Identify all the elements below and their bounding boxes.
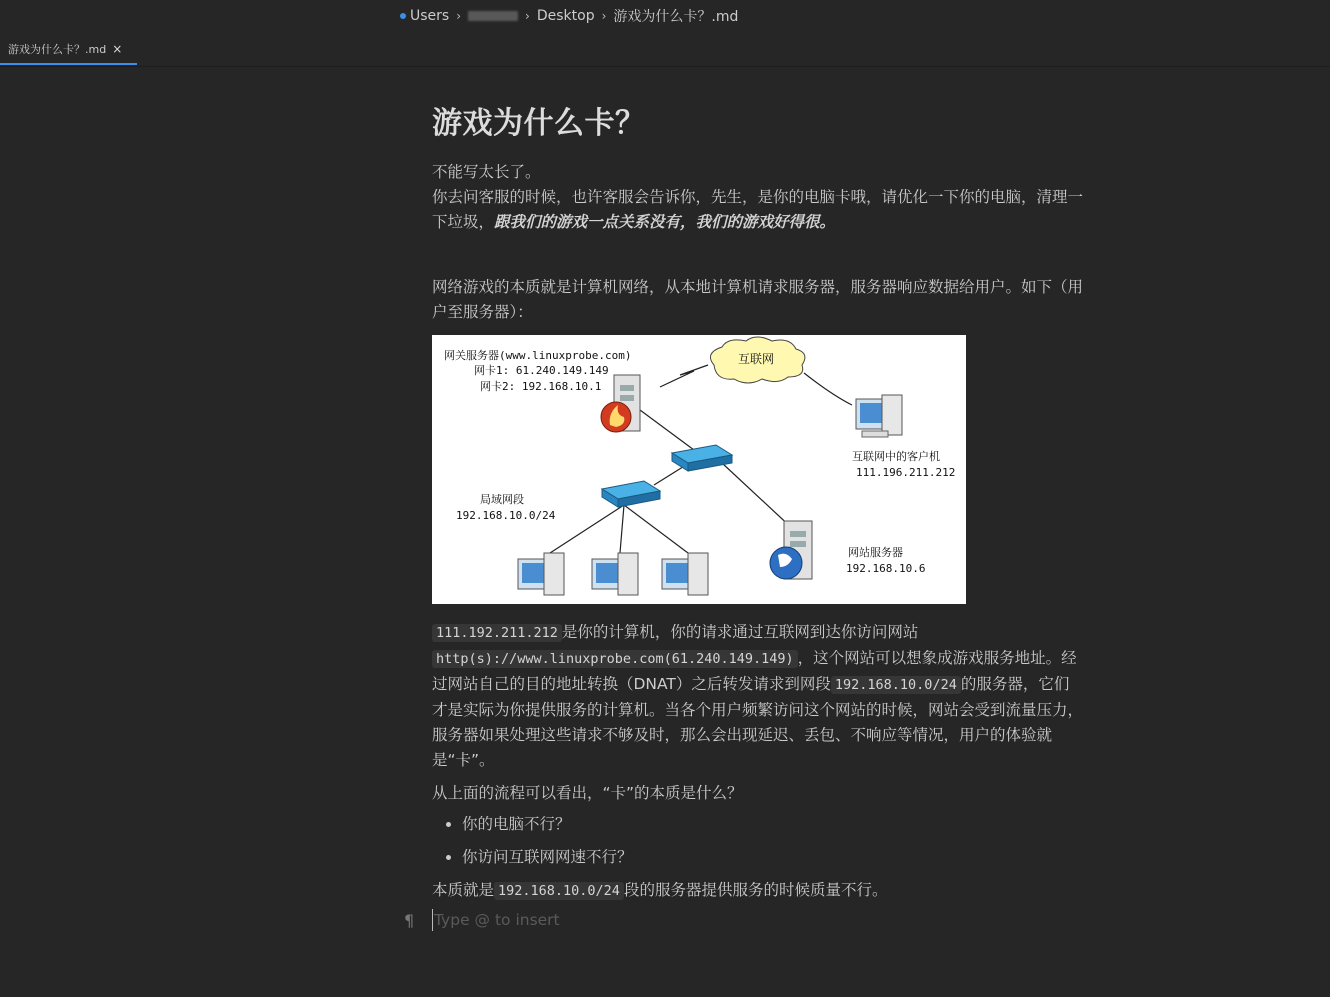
conclusion-text-1: 本质就是 <box>432 881 495 899</box>
web-server-label: 网站服务器 <box>848 546 903 559</box>
list-item: • 你的电脑不行？ <box>462 812 1084 837</box>
modified-dot-icon <box>400 13 406 19</box>
text-caret <box>432 909 433 931</box>
intro-paragraph <box>432 160 1084 235</box>
intro-line-2: 你去问客服的时候，也许客服会告诉你，先生，是你的电脑卡哦，请优化一下你的电脑，清理一下垃圾， <box>432 188 1084 231</box>
network-diagram-image <box>432 335 966 604</box>
gateway-nic2: 网卡2: 192.168.10.1 <box>480 380 602 393</box>
gateway-nic1: 网卡1: 61.240.149.149 <box>474 364 609 377</box>
breadcrumb-users[interactable]: Users <box>410 8 450 24</box>
intro-emphasis: 跟我们的游戏一点关系没有，我们的游戏好得很。 <box>494 213 836 231</box>
explanation-text-1: 是你的计算机，你的请求通过互联网到达你访问网站 <box>561 623 919 641</box>
editor-content[interactable] <box>432 100 1084 904</box>
internet-label: 互联网 <box>737 352 775 366</box>
inline-code-url: http(s)://www.linuxprobe.com(61.240.149.149) <box>432 650 798 668</box>
insert-block-line[interactable] <box>404 908 804 932</box>
insert-placeholder[interactable]: Type @ to insert <box>434 911 560 929</box>
inline-code-client-ip: 111.192.211.212 <box>432 624 562 642</box>
breadcrumb-desktop[interactable]: Desktop <box>536 8 595 24</box>
top-bar <box>0 0 1330 34</box>
intro-line-1: 不能写太长了。 <box>432 163 541 181</box>
doc-title: 游戏为什么卡？ <box>432 106 646 141</box>
tab-bar <box>0 34 1330 67</box>
tab-active-file[interactable] <box>0 34 137 65</box>
conclusion-text-2: 段的服务器提供服务的时候质量不行。 <box>623 881 888 899</box>
breadcrumb <box>400 6 738 26</box>
explanation-paragraph <box>432 620 1084 773</box>
client-label: 互联网中的客户机 <box>852 450 940 463</box>
bullet-list <box>432 812 1084 870</box>
inline-code-subnet: 192.168.10.0/24 <box>831 676 961 694</box>
close-icon[interactable]: × <box>112 41 123 56</box>
internet-cloud-icon <box>710 337 804 383</box>
web-server-ip: 192.168.10.6 <box>846 562 926 575</box>
explanation-text-2: ，这个网站可以想象成游戏服务地址。经过网站自己的目的地址转换（DNAT）之后转发请求到网段 <box>432 649 1077 693</box>
conclusion-paragraph <box>432 878 1084 904</box>
chevron-right-icon: › <box>525 9 530 23</box>
lan-computer-icon-2 <box>592 553 638 595</box>
client-ip: 111.196.211.212 <box>856 466 956 479</box>
internet-client-computer-icon <box>856 395 902 437</box>
lan-computer-icon-3 <box>662 553 708 595</box>
breadcrumb-username-redacted[interactable] <box>468 11 518 21</box>
lan-label: 局域网段 <box>480 493 524 506</box>
chevron-right-icon: › <box>456 9 462 23</box>
network-paragraph: 网络游戏的本质就是计算机网络，从本地计算机请求服务器，服务器响应数据给用户。如下（用户至服务器）： <box>432 278 1084 321</box>
question-paragraph: 从上面的流程可以看出，“卡”的本质是什么？ <box>432 784 743 802</box>
list-item: • 你访问互联网网速不行？ <box>462 845 1084 870</box>
pilcrow-icon[interactable]: ¶ <box>404 910 415 930</box>
tab-label: 游戏为什么卡？.md <box>8 42 107 56</box>
inline-code-subnet-2: 192.168.10.0/24 <box>494 882 624 900</box>
chevron-right-icon: › <box>601 9 607 23</box>
lan-computer-icon-1 <box>518 553 564 595</box>
gateway-title: 网关服务器(www.linuxprobe.com) <box>444 349 632 362</box>
lan-ip: 192.168.10.0/24 <box>456 509 556 522</box>
breadcrumb-file[interactable]: 游戏为什么卡？.md <box>613 9 739 25</box>
explanation-text-3: 的服务器，它们才是实际为你提供服务的计算机。当各个用户频繁访问这个网站的时候，网站会受到流量压力，服务器如果处理这些请求不够及时，那么会出现延迟、丢包、不响应等情况，用户的体验就是“卡”。 <box>432 675 1084 769</box>
